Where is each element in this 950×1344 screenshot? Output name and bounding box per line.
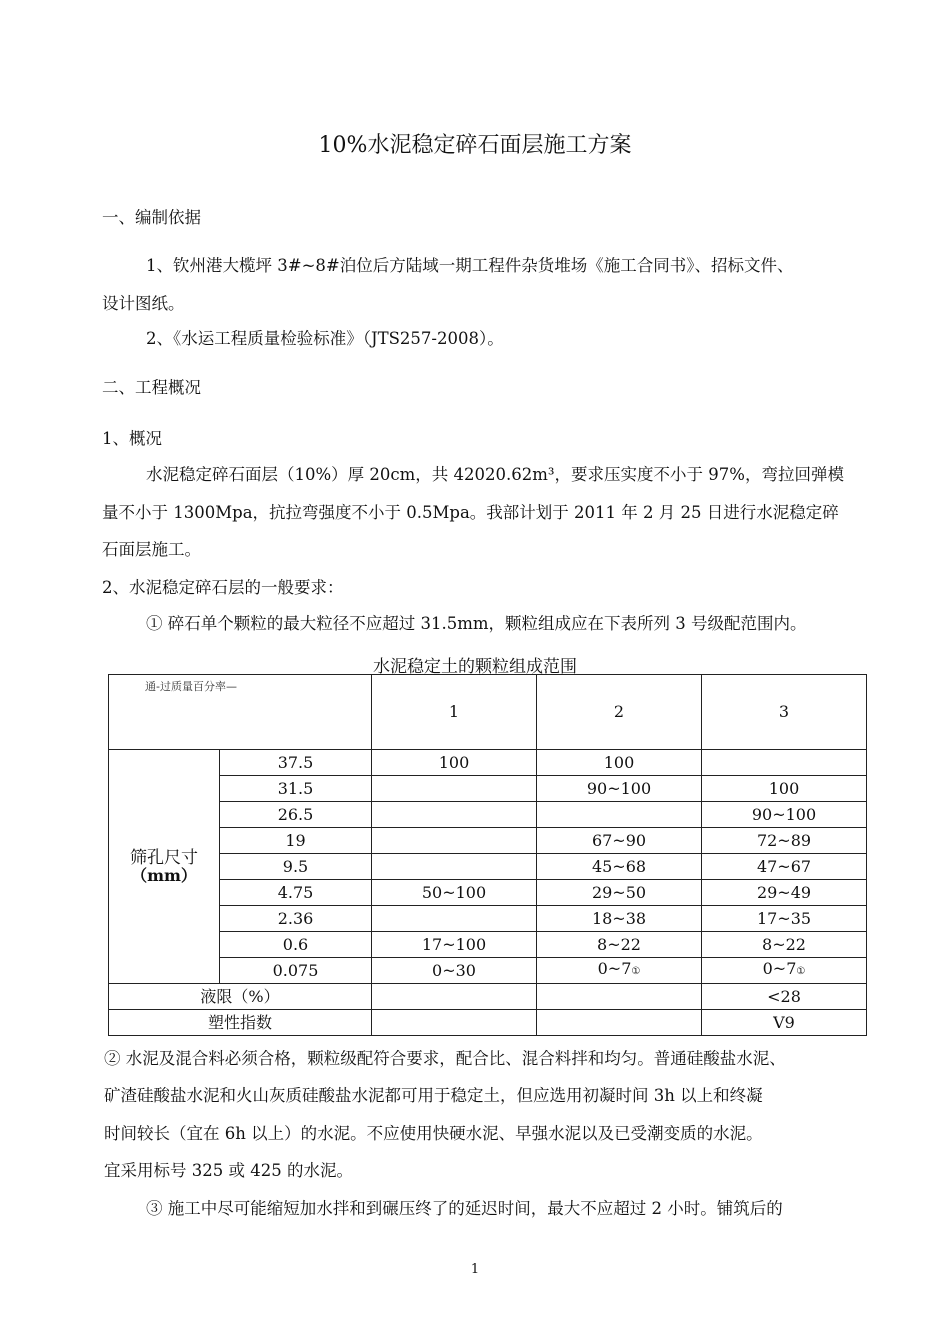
cell-c1: 17~100: [372, 932, 537, 958]
sieve-label-line-1: 筛孔尺寸: [130, 847, 198, 868]
overview-para-line-1: 水泥稳定碎石面层（10%）厚 20cm，共 42020.62m³，要求压实度不小于 97%，弯拉回弹模: [146, 465, 844, 484]
footnote-mark: ①: [631, 966, 641, 977]
header-label: 通-过质量百分率—: [145, 680, 237, 693]
liquid-limit-row: [109, 984, 867, 1010]
cell-c1: [372, 854, 537, 880]
sieve-size: 31.5: [220, 776, 372, 802]
cell-c3: 100: [702, 776, 867, 802]
cell-c1: 100: [372, 750, 537, 776]
cell-c2: 100: [537, 750, 702, 776]
column-header-1: 1: [372, 675, 537, 750]
footnote-mark: ①: [796, 966, 806, 977]
overview-para-line-3: 石面层施工。: [102, 540, 201, 559]
table-row: [109, 750, 867, 776]
cell-c2: 67~90: [537, 828, 702, 854]
cell-c3: 72~89: [702, 828, 867, 854]
cell-c3: 17~35: [702, 906, 867, 932]
cell-c2: 90~100: [537, 776, 702, 802]
cell-c1: [372, 984, 537, 1010]
basis-item-2: 2、《水运工程质量检验标准》（JTS257-2008）。: [146, 329, 504, 348]
requirement-2-line-4: 宜采用标号 325 或 425 的水泥。: [104, 1161, 353, 1180]
cell-c1: 0~30: [372, 958, 537, 984]
cell-c2: 18~38: [537, 906, 702, 932]
cell-c2: [537, 1010, 702, 1036]
plasticity-c3: V9: [702, 1010, 867, 1036]
cell-c1: [372, 906, 537, 932]
cell-value: 0~7: [762, 959, 797, 978]
cell-c2: [537, 958, 702, 984]
liquid-limit-label: 液限（%）: [109, 984, 372, 1010]
requirement-2-line-1: ② 水泥及混合料必须合格，颗粒级配符合要求，配合比、混合料拌和均匀。普通硅酸盐水泥、: [104, 1049, 786, 1068]
sieve-size: 19: [220, 828, 372, 854]
cell-c3: 8~22: [702, 932, 867, 958]
page-title: 10%水泥稳定碎石面层施工方案: [318, 133, 632, 158]
table-row: [109, 880, 867, 906]
requirement-2-line-2: 矿渣硅酸盐水泥和火山灰质硅酸盐水泥都可用于稳定土，但应选用初凝时间 3h 以上和终凝: [104, 1086, 763, 1105]
overview-para-line-2: 量不小于 1300Mpa，抗拉弯强度不小于 0.5Mpa。我部计划于 2011 年 2 月 25 日进行水泥稳定碎: [102, 503, 839, 522]
cell-c1: [372, 828, 537, 854]
table-row: [109, 958, 867, 984]
column-header-3: 3: [702, 675, 867, 750]
basis-item-1-line-2: 设计图纸。: [102, 294, 185, 313]
cell-c1: [372, 802, 537, 828]
header-label-cell: [109, 675, 372, 750]
cell-c3: [702, 750, 867, 776]
sieve-size: 37.5: [220, 750, 372, 776]
liquid-limit-c3: <28: [702, 984, 867, 1010]
sieve-size: 9.5: [220, 854, 372, 880]
sieve-size: 4.75: [220, 880, 372, 906]
sieve-label-line-2: （mm）: [131, 865, 197, 885]
section-heading-basis: 一、编制依据: [102, 208, 201, 227]
cell-c3: 29~49: [702, 880, 867, 906]
table-row: [109, 906, 867, 932]
plasticity-row: [109, 1010, 867, 1036]
subsection-requirements: 2、水泥稳定碎石层的一般要求：: [102, 578, 344, 597]
cell-c3: 47~67: [702, 854, 867, 880]
cell-c2: 8~22: [537, 932, 702, 958]
requirement-1: ① 碎石单个颗粒的最大粒径不应超过 31.5mm，颗粒组成应在下表所列 3 号级配范围内。: [146, 614, 807, 633]
cell-c2: [537, 984, 702, 1010]
cell-c2: [537, 802, 702, 828]
column-header-2: 2: [537, 675, 702, 750]
cell-c1: 50~100: [372, 880, 537, 906]
section-heading-overview: 二、工程概况: [102, 378, 201, 397]
sieve-size: 0.075: [220, 958, 372, 984]
basis-item-1-line-1: 1、钦州港大榄坪 3#~8#泊位后方陆域一期工程件杂货堆场《施工合同书》、招标文件、: [146, 256, 794, 275]
cell-c1: [372, 1010, 537, 1036]
table-row: [109, 854, 867, 880]
sieve-size: 26.5: [220, 802, 372, 828]
cell-c3: 90~100: [702, 802, 867, 828]
sieve-size-label: [109, 750, 220, 984]
subsection-overview: 1、概况: [102, 429, 162, 448]
gradation-table: [108, 674, 867, 1036]
requirement-3-line-1: ③ 施工中尽可能缩短加水拌和到碾压终了的延迟时间，最大不应超过 2 小时。铺筑后的: [146, 1199, 783, 1218]
table-row: [109, 802, 867, 828]
sieve-size: 0.6: [220, 932, 372, 958]
table-header-row: [109, 675, 867, 750]
cell-c2: 29~50: [537, 880, 702, 906]
cell-value: 0~7: [597, 959, 632, 978]
cell-c1: [372, 776, 537, 802]
table-row: [109, 932, 867, 958]
page-number: 1: [470, 1262, 480, 1277]
table-row: [109, 776, 867, 802]
requirement-2-line-3: 时间较长（宜在 6h 以上）的水泥。不应使用快硬水泥、早强水泥以及已受潮变质的水泥。: [104, 1124, 763, 1143]
table-caption: 水泥稳定土的颗粒组成范围: [373, 657, 577, 677]
sieve-size: 2.36: [220, 906, 372, 932]
plasticity-label: 塑性指数: [109, 1010, 372, 1036]
table-row: [109, 828, 867, 854]
cell-c2: 45~68: [537, 854, 702, 880]
cell-c3: [702, 958, 867, 984]
